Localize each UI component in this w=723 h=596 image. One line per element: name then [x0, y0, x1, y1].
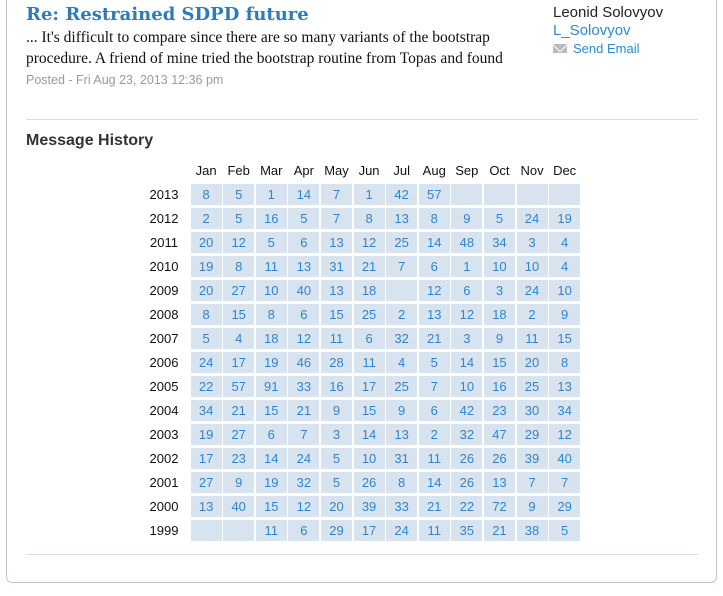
- month-count-cell[interactable]: 42: [451, 400, 482, 421]
- month-count-cell[interactable]: 10: [484, 256, 515, 277]
- month-count-cell[interactable]: 27: [191, 472, 222, 493]
- month-count-cell[interactable]: 1: [256, 184, 287, 205]
- month-count-cell[interactable]: 35: [451, 520, 482, 541]
- month-count-cell[interactable]: 3: [517, 232, 548, 253]
- month-count-cell[interactable]: 34: [549, 400, 580, 421]
- month-count-cell[interactable]: 46: [288, 352, 319, 373]
- month-count-cell[interactable]: 14: [419, 472, 450, 493]
- month-count-cell[interactable]: 9: [386, 400, 417, 421]
- month-count-cell[interactable]: 13: [191, 496, 222, 517]
- month-count-cell[interactable]: 16: [484, 376, 515, 397]
- month-count-cell: [451, 184, 482, 205]
- month-count-cell[interactable]: 4: [549, 256, 580, 277]
- month-count-cell[interactable]: 40: [223, 496, 254, 517]
- month-count-cell[interactable]: 29: [517, 424, 548, 445]
- month-count-cell[interactable]: 7: [321, 208, 352, 229]
- month-count-cell[interactable]: 8: [223, 256, 254, 277]
- month-header: Jun: [358, 163, 380, 178]
- month-count-cell[interactable]: 25: [386, 376, 417, 397]
- message-history-title: Message History: [26, 132, 154, 149]
- month-count-cell[interactable]: 34: [484, 232, 515, 253]
- month-count-cell[interactable]: 6: [451, 280, 482, 301]
- month-count-cell[interactable]: 13: [321, 232, 352, 253]
- month-header: Dec: [553, 163, 577, 178]
- month-count-cell[interactable]: 20: [191, 232, 222, 253]
- month-count-cell[interactable]: 13: [549, 376, 580, 397]
- month-count-cell[interactable]: 3: [484, 280, 515, 301]
- month-count-cell[interactable]: 9: [223, 472, 254, 493]
- month-count-cell[interactable]: 20: [321, 496, 352, 517]
- month-count-cell[interactable]: 20: [191, 280, 222, 301]
- month-count-cell[interactable]: 6: [419, 256, 450, 277]
- month-count-cell: [549, 184, 580, 205]
- month-header: Oct: [489, 163, 510, 178]
- month-count-cell[interactable]: 6: [354, 328, 385, 349]
- month-count-cell[interactable]: 2: [419, 424, 450, 445]
- month-count-cell[interactable]: 7: [517, 472, 548, 493]
- month-count-cell[interactable]: 15: [223, 304, 254, 325]
- month-count-cell[interactable]: 42: [386, 184, 417, 205]
- month-count-cell[interactable]: 19: [256, 352, 287, 373]
- month-count-cell[interactable]: 6: [419, 400, 450, 421]
- month-count-cell[interactable]: 30: [517, 400, 548, 421]
- month-count-cell[interactable]: 12: [354, 232, 385, 253]
- month-count-cell[interactable]: 3: [451, 328, 482, 349]
- month-count-cell[interactable]: 12: [419, 280, 450, 301]
- month-count-cell[interactable]: 6: [288, 520, 319, 541]
- month-count-cell[interactable]: 7: [321, 184, 352, 205]
- month-count-cell[interactable]: 26: [451, 448, 482, 469]
- year-label: 2002: [149, 451, 179, 466]
- month-count-cell[interactable]: 11: [419, 448, 450, 469]
- year-label: 2005: [149, 379, 179, 394]
- month-count-cell[interactable]: 5: [223, 184, 254, 205]
- month-count-cell[interactable]: 14: [419, 232, 450, 253]
- month-header: Jul: [393, 163, 410, 178]
- month-count-cell: [223, 520, 254, 541]
- month-count-cell[interactable]: 57: [223, 376, 254, 397]
- month-count-cell[interactable]: 2: [517, 304, 548, 325]
- month-count-cell[interactable]: 7: [288, 424, 319, 445]
- month-count-cell[interactable]: 26: [451, 472, 482, 493]
- month-count-cell[interactable]: 48: [451, 232, 482, 253]
- send-email-label: Send Email: [573, 41, 640, 56]
- year-label: 2000: [149, 499, 179, 514]
- month-count-cell[interactable]: 9: [321, 400, 352, 421]
- author-name: Leonid Solovyov: [553, 4, 664, 21]
- month-count-cell[interactable]: 5: [321, 448, 352, 469]
- post-timestamp: Posted - Fri Aug 23, 2013 12:36 pm: [26, 73, 224, 87]
- month-count-cell[interactable]: 14: [451, 352, 482, 373]
- month-header: Jan: [195, 163, 217, 178]
- month-count-cell[interactable]: 40: [288, 280, 319, 301]
- year-label: 2010: [149, 259, 179, 274]
- month-count-cell[interactable]: 15: [549, 328, 580, 349]
- month-count-cell[interactable]: 9: [517, 496, 548, 517]
- post-title-link[interactable]: Re: Restrained SDPD future: [26, 4, 309, 25]
- month-count-cell[interactable]: 5: [419, 352, 450, 373]
- month-header: May: [324, 163, 349, 178]
- month-count-cell[interactable]: 33: [288, 376, 319, 397]
- month-count-cell[interactable]: 8: [191, 184, 222, 205]
- divider-bottom: [26, 554, 698, 555]
- month-count-cell[interactable]: 7: [549, 472, 580, 493]
- month-count-cell[interactable]: 27: [223, 280, 254, 301]
- month-count-cell[interactable]: 2: [191, 208, 222, 229]
- month-count-cell[interactable]: 23: [223, 448, 254, 469]
- month-count-cell[interactable]: 12: [549, 424, 580, 445]
- month-count-cell[interactable]: 13: [386, 424, 417, 445]
- month-count-cell[interactable]: 12: [451, 304, 482, 325]
- month-count-cell[interactable]: 47: [484, 424, 515, 445]
- month-header: Apr: [293, 163, 314, 178]
- month-count-cell[interactable]: 5: [484, 208, 515, 229]
- month-count-cell[interactable]: 8: [354, 208, 385, 229]
- month-count-cell[interactable]: 25: [354, 304, 385, 325]
- month-count-cell[interactable]: 8: [256, 304, 287, 325]
- post: [26, 4, 526, 87]
- send-email-link[interactable]: [553, 41, 663, 56]
- month-count-cell[interactable]: 28: [321, 352, 352, 373]
- month-header: Mar: [260, 163, 283, 178]
- month-count-cell[interactable]: 39: [517, 448, 548, 469]
- month-count-cell: [484, 184, 515, 205]
- month-count-cell[interactable]: 24: [517, 208, 548, 229]
- month-count-cell[interactable]: 29: [321, 520, 352, 541]
- month-header: Sep: [455, 163, 479, 178]
- month-count-cell[interactable]: 17: [223, 352, 254, 373]
- month-count-cell[interactable]: 6: [288, 232, 319, 253]
- month-count-cell[interactable]: 11: [256, 520, 287, 541]
- month-count-cell[interactable]: 29: [549, 496, 580, 517]
- month-count-cell[interactable]: 8: [386, 472, 417, 493]
- month-count-cell[interactable]: 34: [191, 400, 222, 421]
- month-count-cell[interactable]: 21: [419, 328, 450, 349]
- month-count-cell[interactable]: 17: [354, 376, 385, 397]
- month-count-cell[interactable]: 16: [321, 376, 352, 397]
- month-count-cell[interactable]: 21: [484, 520, 515, 541]
- month-count-cell[interactable]: 27: [223, 424, 254, 445]
- month-count-cell[interactable]: 11: [256, 256, 287, 277]
- month-count-cell[interactable]: 15: [256, 496, 287, 517]
- month-count-cell[interactable]: 15: [354, 400, 385, 421]
- month-count-cell[interactable]: 4: [549, 232, 580, 253]
- month-count-cell[interactable]: 9: [549, 304, 580, 325]
- month-count-cell[interactable]: 10: [451, 376, 482, 397]
- month-count-cell[interactable]: 57: [419, 184, 450, 205]
- month-count-cell[interactable]: 12: [288, 496, 319, 517]
- table-corner: [143, 160, 189, 181]
- month-count-cell[interactable]: 72: [484, 496, 515, 517]
- year-label: 2004: [149, 403, 179, 418]
- month-count-cell[interactable]: 12: [223, 232, 254, 253]
- year-label: 2012: [149, 211, 179, 226]
- author-panel: [553, 3, 663, 56]
- month-count-cell[interactable]: 18: [354, 280, 385, 301]
- month-count-cell[interactable]: 19: [256, 472, 287, 493]
- month-count-cell[interactable]: 14: [256, 448, 287, 469]
- month-count-cell[interactable]: 39: [354, 496, 385, 517]
- year-label: 2011: [150, 235, 178, 250]
- month-count-cell[interactable]: 24: [288, 448, 319, 469]
- month-count-cell[interactable]: 13: [386, 208, 417, 229]
- message-history-table: [143, 160, 580, 541]
- month-count-cell[interactable]: 1: [451, 256, 482, 277]
- month-count-cell[interactable]: 5: [256, 232, 287, 253]
- month-header: Aug: [422, 163, 446, 178]
- year-label: 1999: [149, 523, 179, 538]
- month-count-cell[interactable]: 19: [191, 256, 222, 277]
- mail-icon: [553, 44, 567, 53]
- month-count-cell[interactable]: 26: [484, 448, 515, 469]
- month-count-cell[interactable]: 13: [288, 256, 319, 277]
- year-label: 2006: [149, 355, 179, 370]
- month-count-cell[interactable]: 7: [419, 376, 450, 397]
- month-count-cell[interactable]: 18: [484, 304, 515, 325]
- month-count-cell[interactable]: 18: [256, 328, 287, 349]
- month-count-cell[interactable]: 40: [549, 448, 580, 469]
- month-count-cell[interactable]: 5: [223, 208, 254, 229]
- month-count-cell[interactable]: 22: [191, 376, 222, 397]
- month-count-cell[interactable]: 25: [386, 232, 417, 253]
- month-count-cell[interactable]: 20: [517, 352, 548, 373]
- month-count-cell[interactable]: 25: [517, 376, 548, 397]
- month-count-cell[interactable]: 11: [354, 352, 385, 373]
- month-count-cell[interactable]: 5: [288, 208, 319, 229]
- month-count-cell[interactable]: 32: [288, 472, 319, 493]
- month-header: Feb: [227, 163, 250, 178]
- month-count-cell[interactable]: 11: [321, 328, 352, 349]
- month-count-cell: [386, 280, 417, 301]
- year-label: 2013: [149, 187, 179, 202]
- month-count-cell[interactable]: 15: [256, 400, 287, 421]
- author-profile-link[interactable]: L_Solovyov: [553, 22, 631, 39]
- month-count-cell[interactable]: 31: [321, 256, 352, 277]
- month-count-cell[interactable]: 5: [549, 520, 580, 541]
- month-count-cell[interactable]: 15: [484, 352, 515, 373]
- month-count-cell[interactable]: 24: [517, 280, 548, 301]
- month-count-cell[interactable]: 4: [386, 352, 417, 373]
- month-count-cell[interactable]: 13: [484, 472, 515, 493]
- month-count-cell: [517, 184, 548, 205]
- year-label: 2007: [149, 331, 179, 346]
- month-count-cell[interactable]: 12: [288, 328, 319, 349]
- month-count-cell[interactable]: 9: [451, 208, 482, 229]
- month-count-cell[interactable]: 33: [386, 496, 417, 517]
- month-count-cell[interactable]: 2: [386, 304, 417, 325]
- year-label: 2009: [149, 283, 179, 298]
- month-count-cell[interactable]: 11: [517, 328, 548, 349]
- month-count-cell[interactable]: 10: [517, 256, 548, 277]
- month-count-cell[interactable]: 8: [191, 304, 222, 325]
- month-count-cell[interactable]: 24: [386, 520, 417, 541]
- month-count-cell[interactable]: 31: [386, 448, 417, 469]
- month-count-cell[interactable]: 7: [386, 256, 417, 277]
- month-count-cell[interactable]: 22: [451, 496, 482, 517]
- month-count-cell[interactable]: 15: [321, 304, 352, 325]
- year-label: 2008: [149, 307, 179, 322]
- month-count-cell[interactable]: 32: [451, 424, 482, 445]
- month-count-cell[interactable]: 10: [256, 280, 287, 301]
- month-count-cell[interactable]: 6: [256, 424, 287, 445]
- month-count-cell[interactable]: 17: [191, 448, 222, 469]
- year-label: 2001: [149, 475, 179, 490]
- month-count-cell[interactable]: 21: [419, 496, 450, 517]
- month-count-cell[interactable]: 38: [517, 520, 548, 541]
- month-count-cell[interactable]: 5: [191, 328, 222, 349]
- month-count-cell[interactable]: 21: [354, 256, 385, 277]
- month-count-cell[interactable]: 91: [256, 376, 287, 397]
- month-count-cell[interactable]: 17: [354, 520, 385, 541]
- month-count-cell[interactable]: 19: [549, 208, 580, 229]
- month-count-cell[interactable]: 8: [549, 352, 580, 373]
- month-count-cell[interactable]: 8: [419, 208, 450, 229]
- month-header: Nov: [520, 163, 544, 178]
- month-count-cell[interactable]: 4: [223, 328, 254, 349]
- month-count-cell[interactable]: 10: [354, 448, 385, 469]
- month-count-cell[interactable]: 16: [256, 208, 287, 229]
- month-count-cell[interactable]: 13: [419, 304, 450, 325]
- divider-top: [26, 119, 698, 120]
- month-count-cell[interactable]: 24: [191, 352, 222, 373]
- month-count-cell[interactable]: 23: [484, 400, 515, 421]
- month-count-cell[interactable]: 19: [191, 424, 222, 445]
- month-count-cell[interactable]: 5: [321, 472, 352, 493]
- month-count-cell[interactable]: 10: [549, 280, 580, 301]
- month-count-cell: [191, 520, 222, 541]
- month-count-cell[interactable]: 14: [288, 184, 319, 205]
- month-count-cell[interactable]: 21: [288, 400, 319, 421]
- year-label: 2003: [149, 427, 179, 442]
- month-count-cell[interactable]: 1: [354, 184, 385, 205]
- month-count-cell[interactable]: 3: [321, 424, 352, 445]
- month-count-cell[interactable]: 32: [386, 328, 417, 349]
- month-count-cell[interactable]: 13: [321, 280, 352, 301]
- month-count-cell[interactable]: 14: [354, 424, 385, 445]
- month-count-cell[interactable]: 26: [354, 472, 385, 493]
- month-count-cell[interactable]: 21: [223, 400, 254, 421]
- month-count-cell[interactable]: 11: [419, 520, 450, 541]
- month-count-cell[interactable]: 6: [288, 304, 319, 325]
- month-count-cell[interactable]: 9: [484, 328, 515, 349]
- post-excerpt: ... It's difficult to compare since there are so many variants of the bootstrap procedure. A friend of mine tried the bootstrap routine from Topas and found: [26, 29, 503, 67]
